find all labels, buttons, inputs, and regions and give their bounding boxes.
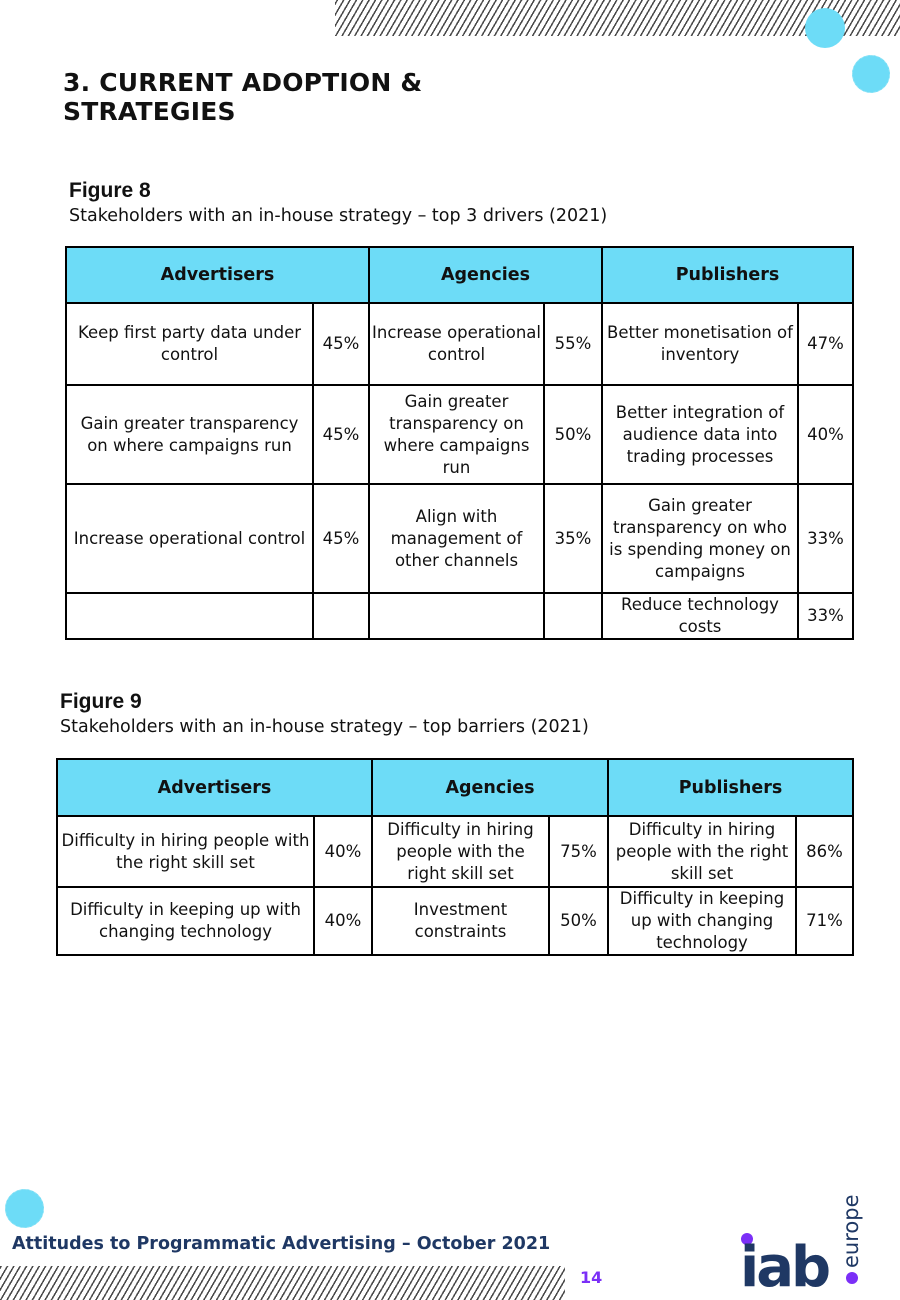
agency-barrier: Difficulty in hiring people with the right skill set [372, 816, 549, 887]
publisher-driver: Better integration of audience data into trading processes [602, 385, 798, 484]
table-header-row [66, 247, 853, 303]
table-row [66, 385, 853, 484]
agency-driver: Increase operational control [369, 303, 544, 385]
logo-main-text: iab [740, 1235, 829, 1295]
decorative-circle [805, 8, 845, 48]
agency-driver: Gain greater transparency on where campaigns run [369, 385, 544, 484]
agency-driver [369, 593, 544, 639]
page-number: 14 [580, 1268, 603, 1287]
agency-pct: 50% [544, 385, 602, 484]
agency-barrier: Investment constraints [372, 887, 549, 955]
table-row [57, 816, 853, 887]
publisher-barrier: Difficulty in hiring people with the right skill set [608, 816, 796, 887]
agency-pct: 55% [544, 303, 602, 385]
advertiser-pct: 45% [313, 303, 369, 385]
advertiser-driver: Increase operational control [66, 484, 313, 593]
advertiser-pct [313, 593, 369, 639]
column-header-agencies: Agencies [369, 247, 602, 303]
column-header-publishers: Publishers [602, 247, 853, 303]
publisher-pct: 33% [798, 593, 853, 639]
figure-9-label: Figure 9 [60, 690, 142, 713]
table-row [66, 593, 853, 639]
figure-8-caption: Stakeholders with an in-house strategy – top 3 drivers (2021) [69, 206, 608, 226]
figure-9-caption: Stakeholders with an in-house strategy – top barriers (2021) [60, 717, 589, 737]
publisher-pct: 47% [798, 303, 853, 385]
publisher-driver: Gain greater transparency on who is spending money on campaigns [602, 484, 798, 593]
advertiser-pct: 40% [314, 887, 372, 955]
table-row [66, 484, 853, 593]
column-header-advertisers: Advertisers [57, 759, 372, 816]
agency-driver: Align with management of other channels [369, 484, 544, 593]
table-header-row [57, 759, 853, 816]
agency-pct: 50% [549, 887, 608, 955]
decorative-circle [852, 55, 890, 93]
publisher-pct: 40% [798, 385, 853, 484]
logo-sub-text: europe [839, 1194, 863, 1268]
advertiser-pct: 45% [313, 385, 369, 484]
figure-8-table [65, 246, 854, 640]
decorative-circle [5, 1189, 44, 1228]
advertiser-barrier: Difficulty in keeping up with changing technology [57, 887, 314, 955]
publisher-pct: 33% [798, 484, 853, 593]
column-header-advertisers: Advertisers [66, 247, 369, 303]
publisher-pct: 86% [796, 816, 853, 887]
advertiser-driver: Keep first party data under control [66, 303, 313, 385]
publisher-pct: 71% [796, 887, 853, 955]
agency-pct: 35% [544, 484, 602, 593]
advertiser-pct: 40% [314, 816, 372, 887]
figure-9-table [56, 758, 854, 956]
figure-8-label: Figure 8 [69, 179, 151, 202]
publisher-driver: Better monetisation of inventory [602, 303, 798, 385]
footer-report-title: Attitudes to Programmatic Advertising – October 2021 [12, 1234, 551, 1254]
publisher-barrier: Difficulty in keeping up with changing technology [608, 887, 796, 955]
advertiser-barrier: Difficulty in hiring people with the right skill set [57, 816, 314, 887]
column-header-agencies: Agencies [372, 759, 608, 816]
iab-europe-logo [740, 1180, 870, 1295]
column-header-publishers: Publishers [608, 759, 853, 816]
agency-pct: 75% [549, 816, 608, 887]
advertiser-pct: 45% [313, 484, 369, 593]
section-title: 3. CURRENT ADOPTION & STRATEGIES [63, 68, 423, 126]
advertiser-driver [66, 593, 313, 639]
table-row [66, 303, 853, 385]
logo-dot [846, 1272, 858, 1284]
publisher-driver: Reduce technology costs [602, 593, 798, 639]
agency-pct [544, 593, 602, 639]
bottom-hatch-decoration [0, 1266, 565, 1300]
advertiser-driver: Gain greater transparency on where campaigns run [66, 385, 313, 484]
table-row [57, 887, 853, 955]
